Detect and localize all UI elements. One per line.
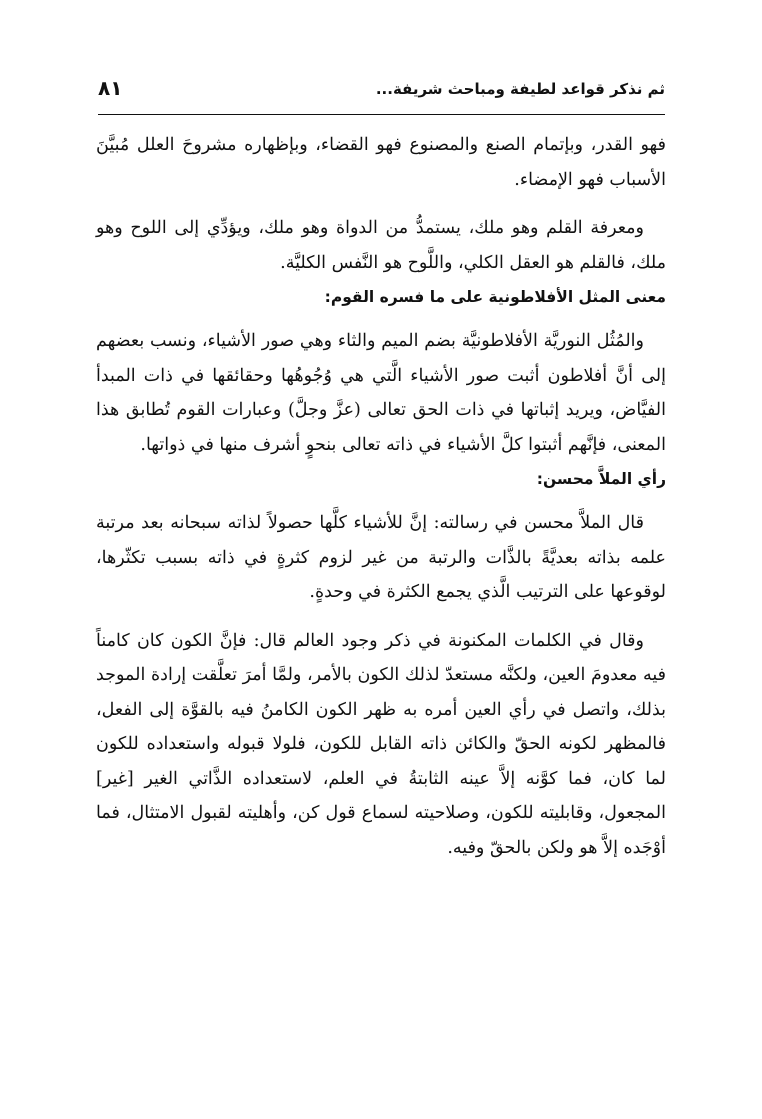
- page-header: [98, 72, 665, 112]
- running-head: ثم نذكر قواعد لطيفة ومباحث شريفة...: [375, 80, 665, 98]
- paragraph-2: ومعرفة القلم وهو ملك، يستمدُّ من الدواة وهو ملك، ويؤدِّي إلى اللوح وهو ملك، فالقلم هو العقل الكلي، واللَّوح هو النَّفس الكليَّة.: [96, 218, 666, 273]
- section-heading-mulla-mohsen: رأي الملاَّ محسن:: [536, 470, 666, 488]
- paragraph-4: قال الملاَّ محسن في رسالته: إنَّ للأشياء كلَّها حصولاً لذاته سبحانه بعد مرتبة علمه بذاته بعديَّةً بالذَّات والرتبة من غير لزوم كثرةٍ في ذاته بسبب تكثّرها، لوقوعها على الترتيب الَّذي يجمع الكثرة في وحدةٍ.: [96, 513, 666, 602]
- page-number: ٨١: [98, 76, 123, 100]
- paragraph-3: والمُثُل النوريَّة الأفلاطونيَّة بضم الميم والثاء وهي صور الأشياء، ونسب بعضهم إلى أنَّ أفلاطون أثبت صور الأشياء الَّتي هي وُجُوهُها وحقائقها في ذات المبدأ الفيَّاض، ويريد إثباتها في ذات الحق تعالى (عزَّ وجلَّ) وعبارات القوم تُطابق هذا المعنى، فإنَّهم أثبتوا كلَّ الأشياء في ذاته تعالى بنحوٍ أشرف منها في ذواتها.: [96, 331, 666, 455]
- section-heading-platonic-forms: معنى المثل الأفلاطونية على ما فسره القوم:: [324, 288, 666, 306]
- header-rule: [98, 114, 665, 115]
- paragraph-1: فهو القدر، وبإتمام الصنع والمصنوع فهو القضاء، وبإظهاره مشروحَ العلل مُبيَّنَ الأسباب فهو الإمضاء.: [96, 135, 666, 190]
- main-text: [96, 128, 666, 865]
- paragraph-5: وقال في الكلمات المكنونة في ذكر وجود العالم قال: فإنَّ الكون كان كامناً فيه معدومَ العين، ولكنَّه مستعدّ لذلك الكون بالأمر، ولمَّا أمرَ تعلَّقت إرادة الموجد بذلك، واتصل في رأي العين أمره به ظهر الكون الكامنُ فيه بالقوَّة إلى الفعل، فالمظهر لكونه الحقّ والكائن ذاته القابل للكون، فلولا قبوله واستعداده للكون لما كان، فما كوَّنه إلاَّ عينه الثابتةُ في العلم، لاستعداده الذَّاتي الغير [غير] المجعول، وقابليته للكون، وصلاحيته لسماع قول كن، وأهليته لقبول الامتثال، فما أوْجَده إلاَّ هو ولكن بالحقّ وفيه.: [96, 630, 666, 858]
